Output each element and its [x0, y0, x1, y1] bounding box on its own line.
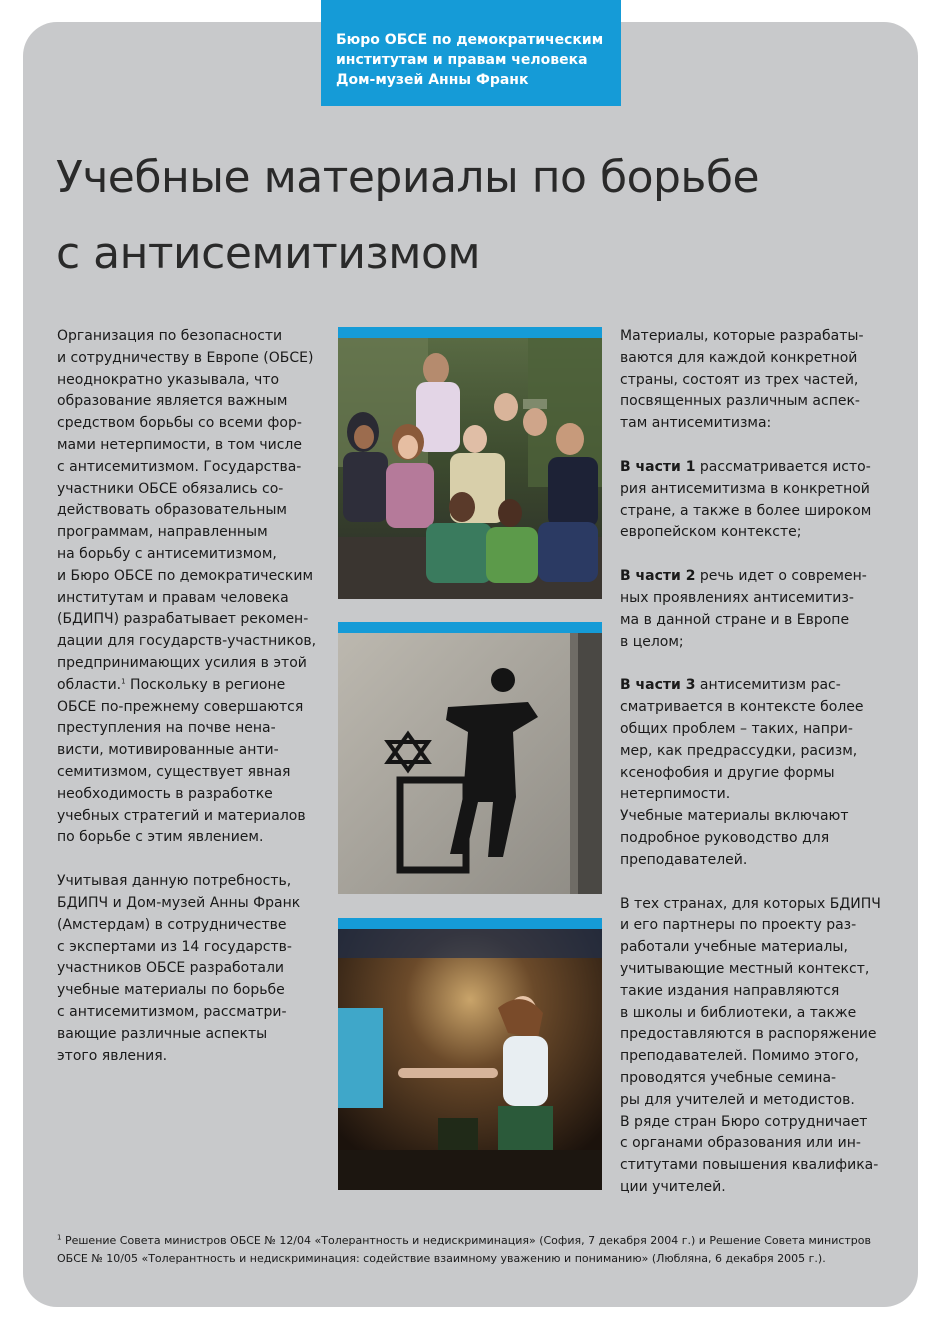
graffiti-photo [338, 622, 602, 894]
text-line: учебные материалы по борьбе [57, 982, 285, 999]
text-line: Материалы, которые разрабаты- [620, 328, 864, 344]
footnote-mark: 1 [121, 677, 126, 686]
text-line: европейском контексте; [620, 524, 802, 541]
text-line: предоставляются в распоряжение [620, 1026, 877, 1043]
right-column [620, 326, 890, 1199]
text-line: страны, состоят из трех частей, [620, 371, 859, 388]
text-line: с экспертами из 14 государств- [57, 938, 292, 955]
text-line: Учитывая данную потребность, [57, 873, 292, 890]
text-line: преподавателей. [620, 851, 748, 868]
dancing-photo [338, 918, 602, 1190]
footnote [57, 1232, 877, 1268]
text-line: общих проблем – таких, напри- [620, 720, 853, 737]
text-line: институтам и правам человека [57, 589, 289, 606]
text-line: ных проявлениях антисемитиз- [620, 589, 854, 606]
text-line: программам, направленным [57, 524, 268, 541]
text-line: ОБСЕ по-прежнему совершаются [57, 698, 304, 715]
text-line: необходимость в разработке [57, 785, 273, 802]
part-1-label: В части 1 [620, 458, 696, 475]
text-line: ма в данной стране и в Европе [620, 611, 850, 628]
text-line: сматривается в контексте более [620, 699, 864, 716]
text-line: и сотрудничеству в Европе (ОБСЕ) [57, 349, 314, 366]
text-line: учебных стратегий и материалов [57, 807, 306, 824]
paragraph-materials-intro [620, 326, 890, 435]
footnote-line: $^1$ Решение Совета министров ОБСЕ № 12/04 «Толерантность и недискриминация» (София, 7 декабря 2004 г.) и Решение Совета министров [57, 1233, 871, 1247]
text-line: рия антисемитизма в конкретной [620, 480, 870, 497]
text-line: участники ОБСЕ обязались со- [57, 480, 284, 497]
part-2-label: В части 2 [620, 568, 696, 585]
paragraph-part-1: В части 1 рассматривается исто- рия антисемитизма в конкретной стране, а также в более широком европейском контексте; [620, 458, 872, 541]
text-line: нетерпимости. [620, 786, 731, 803]
text-line: неоднократно указывала, что [57, 371, 280, 388]
text-line: такие издания направляются [620, 982, 840, 999]
header-line: институтам и правам человека [336, 52, 588, 68]
text-line: мами нетерпимости, в том числе [57, 436, 302, 453]
text-line: проводятся учебные семина- [620, 1069, 837, 1086]
text-line: и его партнеры по проекту раз- [620, 917, 857, 934]
text-line: работали учебные материалы, [620, 939, 848, 956]
text-line: семитизмом, существует явная [57, 763, 291, 780]
title-line: Учебные материалы по борьбе [56, 152, 760, 203]
paragraph-part-3: В части 3 антисемитизм рас- сматривается в контексте более общих проблем – таких, напри- мер, как предрассудки, расизм, ксенофобия и другие формы нетерпимости. Учебные материалы включают подробное руководство для преподавателей. [620, 677, 864, 868]
text-line: учитывающие местный контекст, [620, 960, 870, 977]
page-title [56, 140, 896, 292]
text-line: Учебные материалы включают [620, 808, 849, 825]
text-line: стране, а также в более широком [620, 502, 872, 519]
text-line: В ряде стран Бюро сотрудничает [620, 1113, 868, 1130]
text-line: ваются для каждой конкретной [620, 349, 858, 366]
text-line: с органами образования или ин- [620, 1135, 861, 1152]
footnote-mark: 1 [57, 1233, 62, 1242]
text-line: (Амстердам) в сотрудничестве [57, 916, 287, 933]
paragraph-materials-developed [57, 871, 322, 1067]
text-line: преступления на почве нена- [57, 720, 276, 737]
text-line: Организация по безопасности [57, 328, 283, 344]
photo-accent-bar [338, 918, 602, 929]
text-line: вающие различные аспекты [57, 1025, 268, 1042]
text-line: преподавателей. Помимо этого, [620, 1048, 859, 1065]
text-line: в целом; [620, 633, 684, 650]
text-line: В тех странах, для которых БДИПЧ [620, 895, 881, 912]
text-line: образование является важным [57, 393, 288, 410]
text-line: БДИПЧ и Дом-музей Анны Франк [57, 894, 301, 911]
part-3-label: В части 3 [620, 677, 696, 694]
text-line: там антисемитизма: [620, 415, 772, 432]
paragraph-distribution [620, 894, 890, 1199]
text-line: ксенофобия и другие формы [620, 764, 835, 781]
text-line: и Бюро ОБСЕ по демократическим [57, 567, 313, 584]
paragraph-part-2: В части 2 речь идет о современ- ных проявлениях антисемитиз- ма в данной стране и в Европе в целом; [620, 568, 867, 650]
text-line: висти, мотивированные анти- [57, 742, 279, 759]
text-line: действовать образовательным [57, 502, 287, 519]
title-line: с антисемитизмом [56, 228, 481, 279]
text-line: ции учителей. [620, 1178, 726, 1195]
text-line: ститутами повышения квалифика- [620, 1157, 879, 1174]
text-line: с антисемитизмом. Государства- [57, 458, 302, 475]
text-line: на борьбу с антисемитизмом, [57, 545, 277, 562]
text-line: дации для государств-участников, [57, 633, 317, 650]
footnote-line: ОБСЕ № 10/05 «Толерантность и недискриминация: содействие взаимному уважению и пониманию» (Любляна, 6 декабря 2005 г.). [57, 1252, 826, 1265]
photo-accent-bar [338, 327, 602, 338]
header-line: Бюро ОБСЕ по демократическим [336, 32, 604, 48]
text-line: посвященных различным аспек- [620, 393, 860, 410]
paragraph-osce-education: Организация по безопасности и сотрудничеству в Европе (ОБСЕ) неоднократно указывала, что образование является важным средством борьбы со всеми фор- мами нетерпимости, в том числе с антисемитизмом. Государства- участники ОБСЕ обязались со- действовать образовательным программам, направленным на борьбу с антисемитизмом, и Бюро ОБСЕ по демократическим институтам и правам человека (БДИПЧ) разрабатывает рекомен- дации для государств-участников, предпринимающих усилия в этой области.$^1$ Поскольку в регионе ОБСЕ по-прежнему совершаются преступления на почве нена- висти, мотивированные анти- семитизмом, существует явная необходимость в разработке учебных стратегий и материалов по борьбе с этим явлением. [57, 328, 317, 846]
students-group-photo [338, 327, 602, 599]
text-line: (БДИПЧ) разрабатывает рекомен- [57, 611, 309, 628]
header-line: Дом-музей Анны Франк [336, 72, 529, 88]
text-line: в школы и библиотеки, а также [620, 1004, 857, 1021]
text-line: ры для учителей и методистов. [620, 1091, 855, 1108]
photo-accent-bar [338, 622, 602, 633]
text-line: по борьбе с этим явлением. [57, 829, 264, 846]
header-tab [321, 0, 621, 106]
text-line: предпринимающих усилия в этой [57, 654, 307, 671]
left-column [57, 326, 322, 1067]
text-line: средством борьбы со всеми фор- [57, 415, 302, 432]
text-line: подробное руководство для [620, 829, 830, 846]
text-line: участников ОБСЕ разработали [57, 960, 285, 977]
text-line: мер, как предрассудки, расизм, [620, 742, 858, 759]
text-line: этого явления. [57, 1047, 168, 1064]
text-line: с антисемитизмом, рассматри- [57, 1003, 287, 1020]
